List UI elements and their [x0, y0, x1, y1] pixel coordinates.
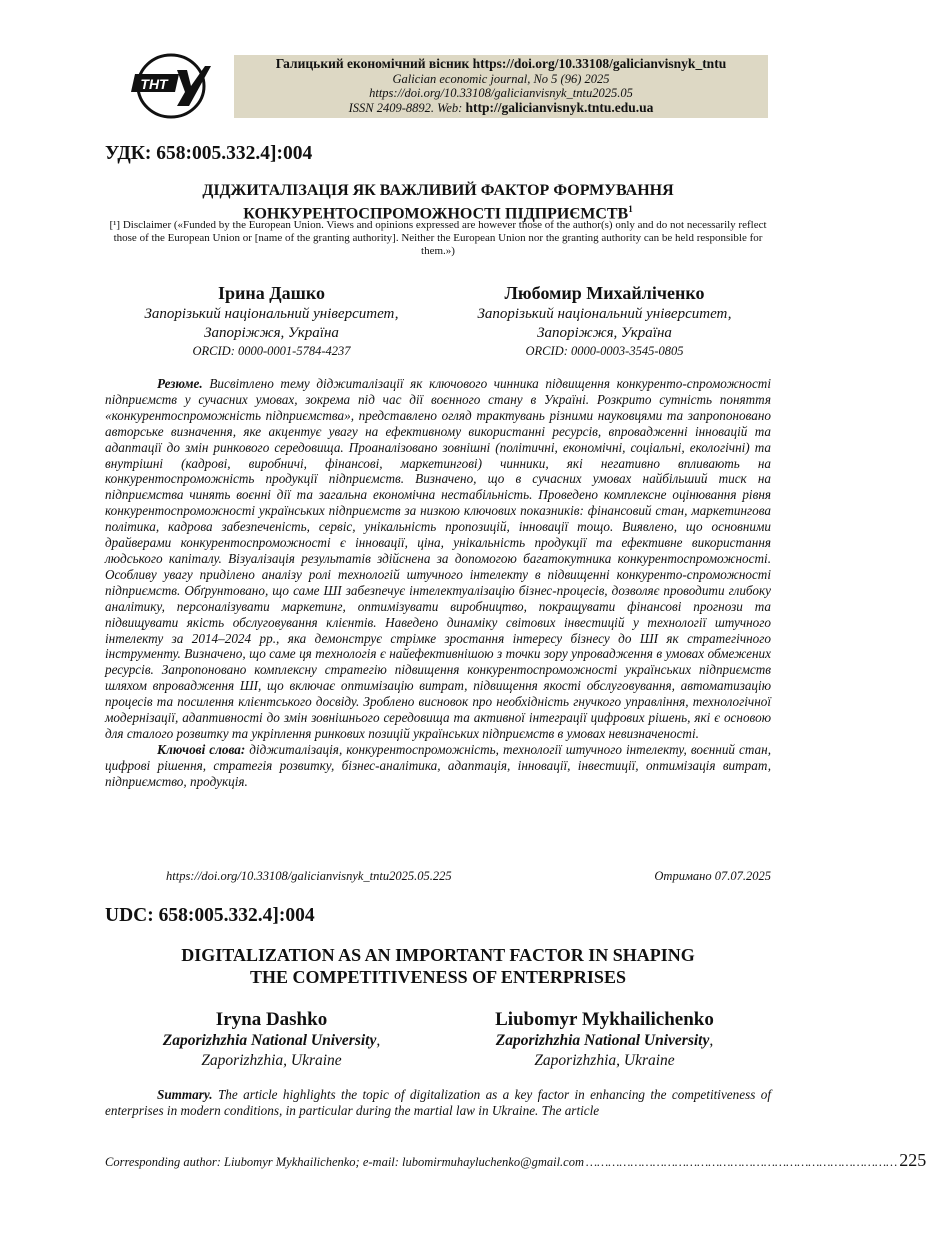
article-doi[interactable]: https://doi.org/10.33108/galicianvisnyk_tntu2025.05.225	[166, 869, 452, 883]
author-name: Любомир Михайліченко	[504, 283, 705, 303]
author-name: Liubomyr Mykhailichenko	[495, 1009, 714, 1030]
abstract-ua	[105, 376, 771, 790]
author-affiliation: Запорізький національний університет,	[144, 306, 399, 322]
udc-code: UDC: 658:005.332.4]:004	[105, 905, 315, 926]
author-name: Iryna Dashko	[215, 1009, 328, 1030]
abstract-label: Резюме.	[157, 376, 203, 391]
issue-doi: https://doi.org/10.33108/galicianvisnyk_tntu2025.05	[369, 86, 633, 100]
page-number: 225	[899, 1150, 926, 1170]
author-en-2	[438, 1008, 771, 1071]
author-orcid: ORCID: 0000-0001-5784-4237	[192, 344, 351, 358]
journal-website-link[interactable]: http://galicianvisnyk.tntu.edu.ua	[465, 99, 654, 115]
author-affiliation: Zaporizhzhia National University	[495, 1032, 710, 1049]
journal-title-ua: Галицький економічний вісник https://doi.org/10.33108/galicianvisnyk_tntu	[275, 56, 727, 71]
leader-dots: …………………………………………………………………………	[586, 1155, 898, 1169]
page-footer	[105, 1150, 926, 1171]
summary-label: Summary.	[157, 1087, 213, 1102]
keywords-text: діджиталізація, конкурентоспроможність, технології штучного інтелекту, воєнний стан, цифрові рішення, стратегія розвитку, бізнес-аналітика, адаптація, інновації, інвестиції, оптимізація витрат, підприємство, продукція.	[105, 741, 771, 789]
author-city: Zaporizhzhia, Ukraine	[534, 1052, 675, 1069]
disclaimer: [¹] Disclaimer («Funded by the European Union. Views and opinions expressed are however those of the author(s) only and do not necessarily reflect those of the European Union or [name of the granting authority]. Neither the European Union nor the granting authority can be held responsible for them.»)	[109, 219, 767, 257]
affiliation-comma: ,	[376, 1032, 381, 1049]
affiliation-comma: ,	[709, 1032, 714, 1049]
author-city: Zaporizhzhia, Ukraine	[201, 1052, 342, 1069]
author-orcid: ORCID: 0000-0003-3545-0805	[525, 344, 684, 358]
article-title-en	[105, 944, 771, 988]
svg-text:ТНТ: ТНТ	[140, 76, 168, 92]
authors-en	[105, 1008, 771, 1071]
author-ua-2	[438, 282, 771, 359]
author-name: Ірина Дашко	[218, 283, 325, 303]
issn-text: ISSN 2409-8892. Web:	[348, 100, 466, 115]
footnote-marker: 1	[628, 204, 633, 214]
author-city: Запоріжжя, Україна	[537, 325, 672, 341]
author-en-1	[105, 1008, 438, 1071]
author-affiliation: Zaporizhzhia National University	[162, 1032, 377, 1049]
abstract-text: Висвітлено тему діджиталізації як ключового чинника підвищення конкуренто-спроможності підприємств у сучасних умовах, зокрема під час дії воєнного стану в Україні. Розкрито сутність поняття «конкурентоспроможність підприємства», представлено огляд трактувань різними науковцями та запропоновано авторське визначення, яке акцентує увагу на ефективному використанні ресурсів, впровадженні інновацій та адаптації до змін ринкового середовища. Проаналізовано зовнішні (політичні, економічні, соціальні, екологічні) та внутрішні (кадрові, виробничі, фінансові, маркетингові) чинники, які негативно впливають на конкурентоспроможність продукції підприємств. Визначено, що в сучасних умовах найбільший тиск на підприємства чинять воєнні дії та загальна економічна нестабільність. Проведено комплексне оцінювання рівня конкурентоспроможності українських підприємств за низкою ключових показників: фінансовий стан, маркетингова політика, кадрова забезпеченість, сервіс, унікальність пропозицій, інновації тощо. Виявлено, що основними драйверами конкурентоспроможності є інновації, ціна, унікальність продукції та ефективне використання людського капіталу. Візуалізація результатів здійснена за допомогою багатокутника конкурентоспроможності. Особливу увагу приділено аналізу ролі технологій штучного інтелекту в підвищенні конкуренто-спроможності підприємств. Обґрунтовано, що саме ШІ забезпечує інтелектуалізацію бізнес-процесів, дозволяє проводити глибоку аналітику, персоналізувати маркетинг, оптимізувати виробництво, покращувати фінансові прогнози та підвищувати якість обслуговування клієнтів. Наведено динаміку світових інвестицій у технології штучного інтелекту за 2014–2024 рр., яка демонструє стрімке зростання інтересу бізнесу до ШІ як стратегічного інструменту. Визначено, що саме ця технологія є найефективнішою з точки зору упровадження в умовах обмежених ресурсів. Запропоновано комплексну стратегію підвищення конкурентоспроможності українських підприємств шляхом впровадження ШІ, що включає оптимізацію витрат, підвищення якості обслуговування, автоматизацію процесів та посилення клієнтського досвіду. Зроблено висновок про необхідність гнучкого управління, технологічної модернізації, адаптивності до змін зовнішнього середовища та активної інтеграції цифрових рішень, які є основою для сталого розвитку та укріплення ринкових позицій українських підприємств в умовах невизначеності.	[105, 376, 771, 741]
title-en-line2: THE COMPETITIVENESS OF ENTERPRISES	[250, 967, 626, 987]
authors-ua	[105, 282, 771, 359]
summary-en	[105, 1087, 771, 1119]
received-date: Отримано 07.07.2025	[654, 869, 771, 883]
tntu-logo	[131, 52, 211, 120]
title-ua-line1: ДІДЖИТАЛІЗАЦІЯ ЯК ВАЖЛИВИЙ ФАКТОР ФОРМУВАННЯ	[202, 182, 674, 199]
author-affiliation: Запорізький національний університет,	[477, 306, 732, 322]
author-city: Запоріжжя, Україна	[204, 325, 339, 341]
keywords-label: Ключові слова:	[157, 741, 246, 757]
journal-header	[234, 55, 768, 118]
title-en-line1: DIGITALIZATION AS AN IMPORTANT FACTOR IN SHAPING	[181, 945, 695, 965]
udk-code: УДК: 658:005.332.4]:004	[105, 143, 313, 164]
author-ua-1	[105, 282, 438, 359]
summary-text: The article highlights the topic of digitalization as a key factor in enhancing the competitiveness of enterprises in modern conditions, in particular during the martial law in Ukraine. The article	[105, 1087, 771, 1118]
title-ua-line2: КОНКУРЕНТОСПРОМОЖНОСТІ ПІДПРИЄМСТВ	[243, 205, 629, 223]
article-title-ua	[105, 181, 771, 223]
journal-title-en: Galician economic journal, No 5 (96) 2025	[392, 71, 610, 86]
corresponding-author: Corresponding author: Liubomyr Mykhailichenko; e-mail: lubomirmuhayluchenko@gmail.com	[105, 1155, 585, 1169]
